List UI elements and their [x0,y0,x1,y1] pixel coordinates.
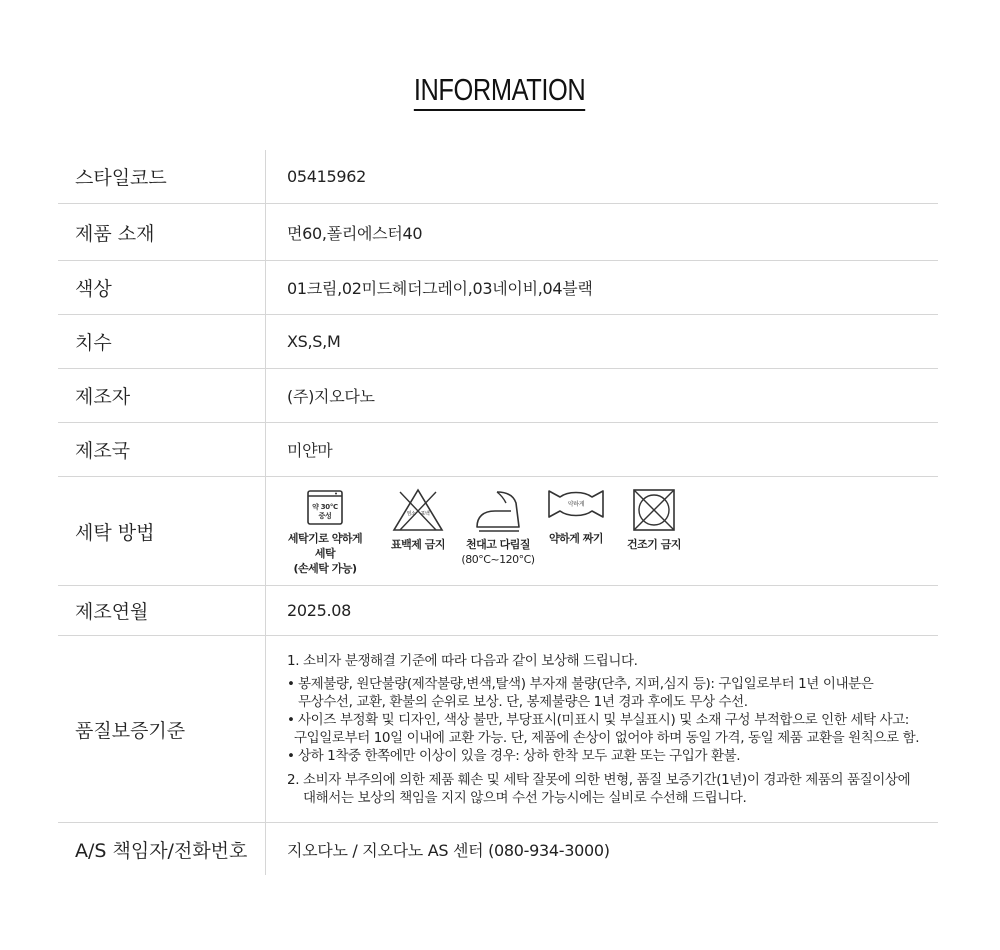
bleach-text-1: 염소 [406,510,416,517]
iron-icon [473,487,523,533]
row-value: (주)지오다노 [287,387,375,406]
care-caption [461,537,534,567]
row-value: 미얀마 [287,441,333,460]
quality-text [266,652,938,807]
quality-bullet [287,711,938,747]
bullet-line: 구입일로부터 10일 이내에 교환 가능. 단, 제품에 손상이 없어야 하며 동일 가격, 동일 제품 교환을 원칙으로 함. [294,729,920,746]
care-item-dry [614,487,694,552]
caption-line: 약하게 짜기 [549,531,603,545]
row-style-code [58,150,938,204]
row-date [58,586,938,636]
bullet-line: 상하 1착중 한쪽에만 이상이 있을 경우: 상하 한착 모두 교환 또는 구입가 환불. [298,747,741,764]
row-color [58,261,938,315]
care-symbols [266,487,938,576]
row-label: A/S 책임자/전화번호 [58,823,266,875]
row-value: XS,S,M [287,332,341,351]
care-caption [549,531,603,546]
row-label: 제조자 [58,369,266,422]
caption-line: 표백제 금지 [391,537,445,551]
bullet-mark: • [287,675,295,692]
item-text: 대해서는 보상의 책임을 지지 않으며 수선 가능시에는 실비로 수선해 드립니다. [303,789,747,806]
bullet-line: 무상수선, 교환, 환불의 순위로 보상. 단, 봉제불량은 1년 경과 후에도 무상 수선. [298,693,748,710]
care-item-wring [538,487,614,546]
item-text: 소비자 부주의에 의한 제품 훼손 및 세탁 잘못에 의한 변형, 품질 보증기간(1년)이 경과한 제품의 품질이상에 [303,771,911,788]
row-value: 면60,폴리에스터40 [287,223,423,243]
quality-bullet [287,747,938,765]
row-quality [58,636,938,823]
row-label: 제조국 [58,423,266,476]
quality-item [287,771,938,807]
care-item-bleach [378,487,458,552]
row-label: 세탁 방법 [58,477,266,585]
row-label: 색상 [58,261,266,314]
wash-detergent-text: 중성 [318,511,332,520]
caption-line: 세탁기로 약하게 세탁 [287,531,363,560]
row-as [58,823,938,875]
item-number: 1. [287,652,300,669]
quality-bullet [287,675,938,711]
bullet-mark: • [287,711,295,728]
row-material [58,204,938,261]
row-value: 2025.08 [287,601,352,620]
bullet-mark: • [287,747,295,764]
row-value: 지오다노 / 지오다노 AS 센터 (080-934-3000) [287,840,610,860]
no-bleach-icon [391,487,445,533]
row-label: 제조연월 [58,586,266,635]
caption-line: 건조기 금지 [627,537,681,551]
row-label: 치수 [58,315,266,368]
quality-item [287,652,938,670]
row-value: 05415962 [287,167,367,186]
bleach-text-2: 표백 [420,510,430,517]
row-country [58,423,938,477]
row-size [58,315,938,369]
bullet-line: 사이즈 부정확 및 디자인, 색상 불만, 부당표시(미표시 및 부실표시) 및 소재 구성 부적합으로 인한 세탁 사고: [298,711,909,728]
section-title-wrap [0,72,1000,111]
care-caption [391,537,445,552]
no-tumble-dry-icon [631,487,677,533]
gentle-wash-icon [305,487,345,527]
row-label: 품질보증기준 [58,636,266,822]
info-table [58,150,938,875]
caption-line: (손세탁 가능) [293,561,357,575]
care-item-iron [458,487,538,567]
row-washing [58,477,938,586]
wash-temp-text: 약 30°C [312,502,338,511]
row-value: 01크림,02미드헤더그레이,03네이비,04블랙 [287,279,593,298]
wring-text: 약하게 [567,500,585,508]
caption-line: 천대고 다림질 [465,537,531,551]
care-caption [282,531,368,576]
item-number: 2. [287,771,300,788]
care-caption [627,537,681,552]
row-label: 제품 소재 [58,204,266,260]
gentle-wring-icon [546,487,606,523]
item-text: 소비자 분쟁해결 기준에 따라 다음과 같이 보상해 드립니다. [303,652,638,669]
care-item-wash [282,487,368,576]
row-label: 스타일코드 [58,150,266,203]
row-maker [58,369,938,423]
caption-line: (80°C~120°C) [461,552,535,566]
section-title: INFORMATION [414,72,586,111]
bullet-line: 봉제불량, 원단불량(제작불량,변색,탈색) 부자재 불량(단추, 지퍼,심지 등): 구입일로부터 1년 이내분은 [298,675,874,692]
